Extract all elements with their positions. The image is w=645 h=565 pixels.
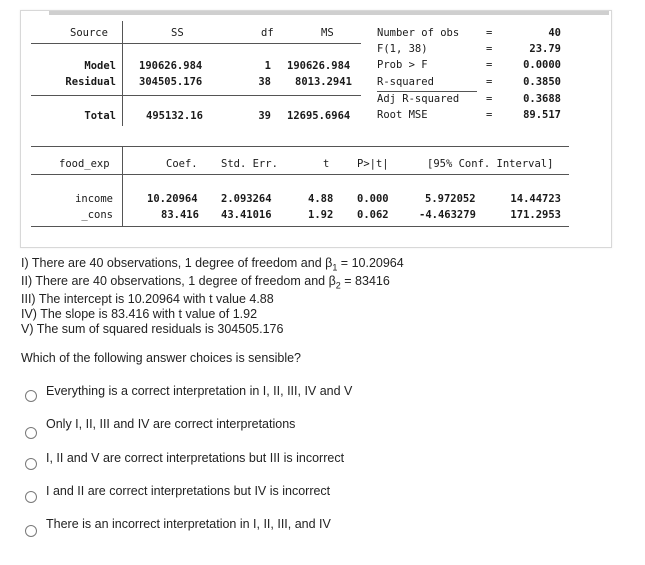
anova-header-rule [31,43,361,44]
radio-button-icon[interactable] [25,525,37,537]
coef-header-p: P>|t| [357,158,389,170]
coef-row-cons-p: 0.062 [357,209,389,221]
anova-divider [122,21,123,126]
header-ms: MS [321,27,334,39]
row-total-source: Total [84,110,116,122]
coef-header-coef: Coef. [166,158,198,170]
coef-header-rule [31,174,569,175]
coef-row-income-se: 2.093264 [221,193,272,205]
coef-row-income-p: 0.000 [357,193,389,205]
question-text: Which of the following answer choices is sensible? [21,351,301,365]
coef-row-income-hi: 14.44723 [510,193,561,205]
stat-rmse-eq: = [486,109,493,121]
statement-2: II) There are 40 observations, 1 degree of freedom and $\beta_2 = 83416$ [21,274,390,291]
statement-5: V) The sum of squared residuals is 304505.176 [21,322,284,336]
header-ss: SS [171,27,184,39]
row-residual-df: 38 [258,76,271,88]
coef-row-income-t: 4.88 [308,193,334,205]
answer-option-label: I and II are correct interpretations but IV is incorrect [46,484,331,498]
radio-button-icon[interactable] [25,491,37,503]
stat-rmse-label: Root MSE [377,109,428,121]
coef-header-ci: [95% Conf. Interval] [427,158,554,170]
stat-r2-value: 0.3850 [523,76,561,88]
stat-nobs-eq: = [486,27,493,39]
answer-option-label: Only I, II, III and IV are correct interpretations [46,417,296,431]
radio-button-icon[interactable] [25,427,37,439]
row-model-ms: 190626.984 [287,60,351,72]
anova-total-rule [31,95,361,96]
radio-button-icon[interactable] [25,390,37,402]
row-residual-source: Residual [65,76,116,88]
stat-probf-label: Prob > F [377,59,428,71]
header-df: df [261,27,274,39]
top-border [49,11,609,15]
stat-rule [377,91,477,92]
coef-row-cons-hi: 171.2953 [510,209,561,221]
coef-header-t: t [323,158,330,170]
row-model-source: Model [84,60,116,72]
row-residual-ss: 304505.176 [139,76,203,88]
stat-f-value: 23.79 [529,43,561,55]
stata-output-screenshot [20,10,612,248]
coef-row-cons-t: 1.92 [308,209,334,221]
answer-option-label: I, II and V are correct interpretations but III is incorrect [46,451,345,465]
stat-probf-value: 0.0000 [523,59,561,71]
stat-adjr2-label: Adj R-squared [377,93,460,105]
row-model-ss: 190626.984 [139,60,203,72]
stat-f-eq: = [486,43,493,55]
coef-divider [122,146,123,226]
header-source: Source [70,27,108,39]
stat-adjr2-value: 0.3688 [523,93,561,105]
row-total-ss: 495132.16 [146,110,203,122]
coef-row-income-var: income [75,193,113,205]
answer-option-label: There is an incorrect interpretation in I, II, III, and IV [46,517,331,531]
stat-rmse-value: 89.517 [523,109,561,121]
coef-row-cons-coef: 83.416 [161,209,199,221]
row-model-df: 1 [264,60,271,72]
answer-option-label: Everything is a correct interpretation in I, II, III, IV and V [46,384,353,398]
stat-r2-eq: = [486,76,493,88]
coef-header-dep: food_exp [59,158,110,170]
coef-row-cons-se: 43.41016 [221,209,272,221]
row-residual-ms: 8013.2941 [295,76,352,88]
coef-row-income-coef: 10.20964 [147,193,198,205]
stat-r2-label: R-squared [377,76,434,88]
statement-3: III) The intercept is 10.20964 with t value 4.88 [21,292,274,306]
coef-header-se: Std. Err. [221,158,278,170]
statement-4: IV) The slope is 83.416 with t value of 1.92 [21,307,258,321]
coef-bottom-rule [31,226,569,227]
stat-nobs-label: Number of obs [377,27,460,39]
radio-button-icon[interactable] [25,458,37,470]
coef-row-cons-var: _cons [81,209,113,221]
row-total-df: 39 [258,110,271,122]
stat-adjr2-eq: = [486,93,493,105]
stat-nobs-value: 40 [548,27,561,39]
coef-top-rule [31,146,569,147]
coef-row-income-lo: 5.972052 [425,193,476,205]
stat-probf-eq: = [486,59,493,71]
row-total-ms: 12695.6964 [287,110,351,122]
coef-row-cons-lo: -4.463279 [419,209,476,221]
statement-1: I) There are 40 observations, 1 degree of freedom and $\beta_1 = 10.20964$ [21,256,404,273]
stat-f-label: F(1, 38) [377,43,428,55]
